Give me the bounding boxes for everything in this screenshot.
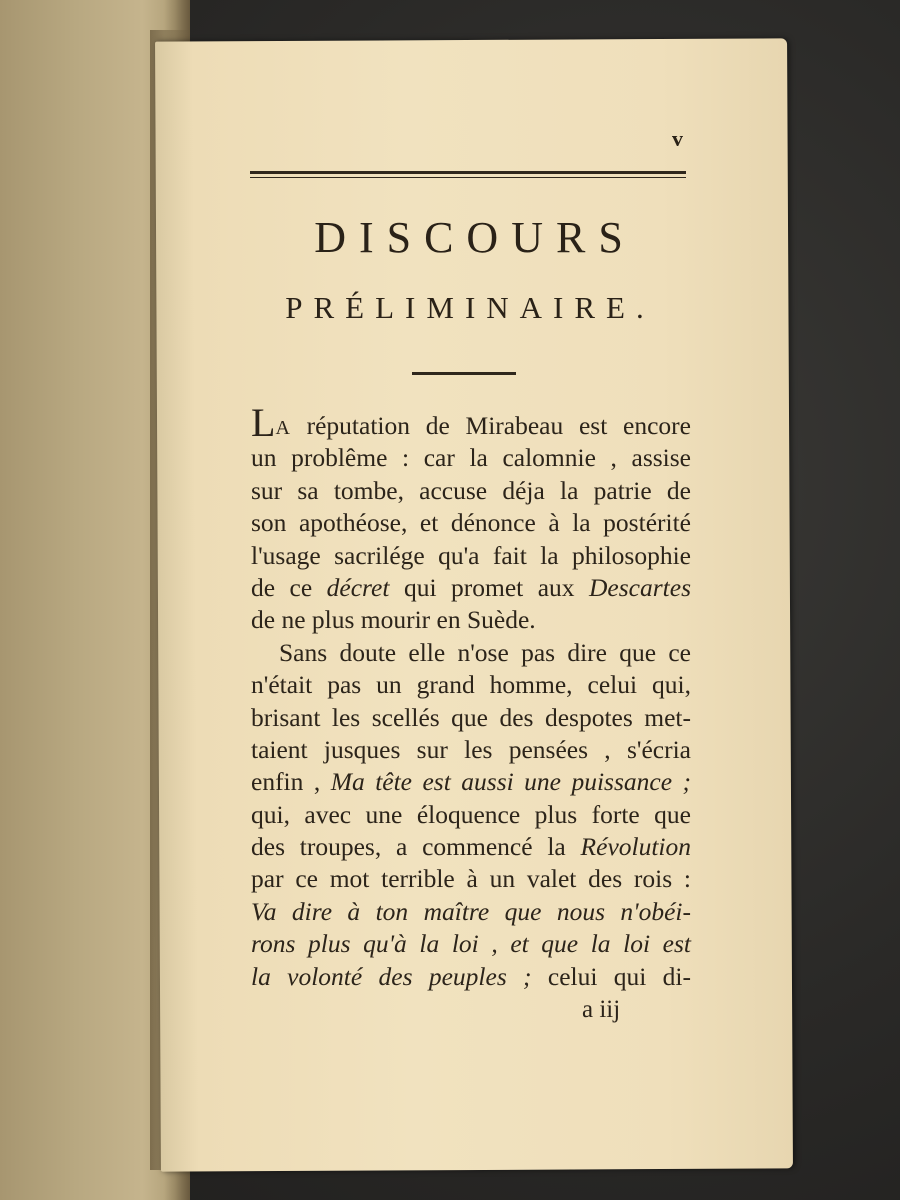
text-line	[251, 766, 691, 798]
line-text: qui promet aux	[403, 572, 575, 602]
text-line: brisant les scellés que des despotes met-	[251, 702, 691, 732]
text-line	[251, 961, 691, 993]
text-line	[251, 400, 691, 445]
text-line: l'usage sacrilége qu'a fait la philosophie	[251, 540, 691, 570]
small-caps: A	[275, 417, 291, 439]
text-line: rons plus qu'à la loi , et que la loi est	[251, 929, 691, 959]
italic-text: Descartes	[589, 572, 691, 602]
text-line: qui, avec une éloquence plus forte que	[251, 799, 691, 829]
text-line: taient jusques sur les pensées , s'écria	[251, 734, 691, 764]
text-line: un problême : car la calomnie , assise	[251, 443, 691, 473]
italic-text: Révolution	[580, 832, 692, 862]
text-line: Va dire à ton maître que nous n'obéi-	[251, 896, 691, 926]
text-line: sur sa tombe, accuse déja la patrie de	[251, 475, 691, 505]
text-line: Sans doute elle n'ose pas dire que ce	[279, 637, 691, 667]
line-text: celui qui di-	[547, 961, 692, 991]
drop-cap: L	[251, 400, 276, 445]
line-text: des troupes, a commencé la	[251, 832, 566, 862]
line-text: réputation de Mirabeau est encore	[306, 411, 691, 440]
page-title: DISCOURS	[314, 213, 636, 262]
text-line: n'était pas un grand homme, celui qui,	[251, 670, 691, 700]
page-number: v	[672, 126, 683, 151]
italic-text: Ma tête est aussi une puissance ;	[330, 767, 692, 797]
line-text: de ce	[251, 572, 313, 602]
page-subtitle: PRÉLIMINAIRE.	[285, 290, 655, 325]
body-text	[251, 400, 692, 993]
header-rule-thick	[250, 171, 686, 174]
italic-text: la volonté des peuples ;	[251, 961, 532, 991]
header-rule	[250, 170, 686, 180]
italic-text: décret	[326, 572, 390, 602]
header-rule-thin	[250, 177, 686, 178]
signature-mark: a iij	[582, 996, 621, 1023]
text-line: de ne plus mourir en Suède.	[251, 605, 536, 635]
line-text: enfin ,	[251, 767, 321, 797]
text-line: par ce mot terrible à un valet des rois :	[251, 864, 691, 894]
text-line	[251, 572, 691, 604]
text-line	[251, 831, 691, 863]
ornamental-rule	[412, 372, 516, 375]
text-line: son apothéose, et dénonce à la postérité	[251, 508, 691, 538]
